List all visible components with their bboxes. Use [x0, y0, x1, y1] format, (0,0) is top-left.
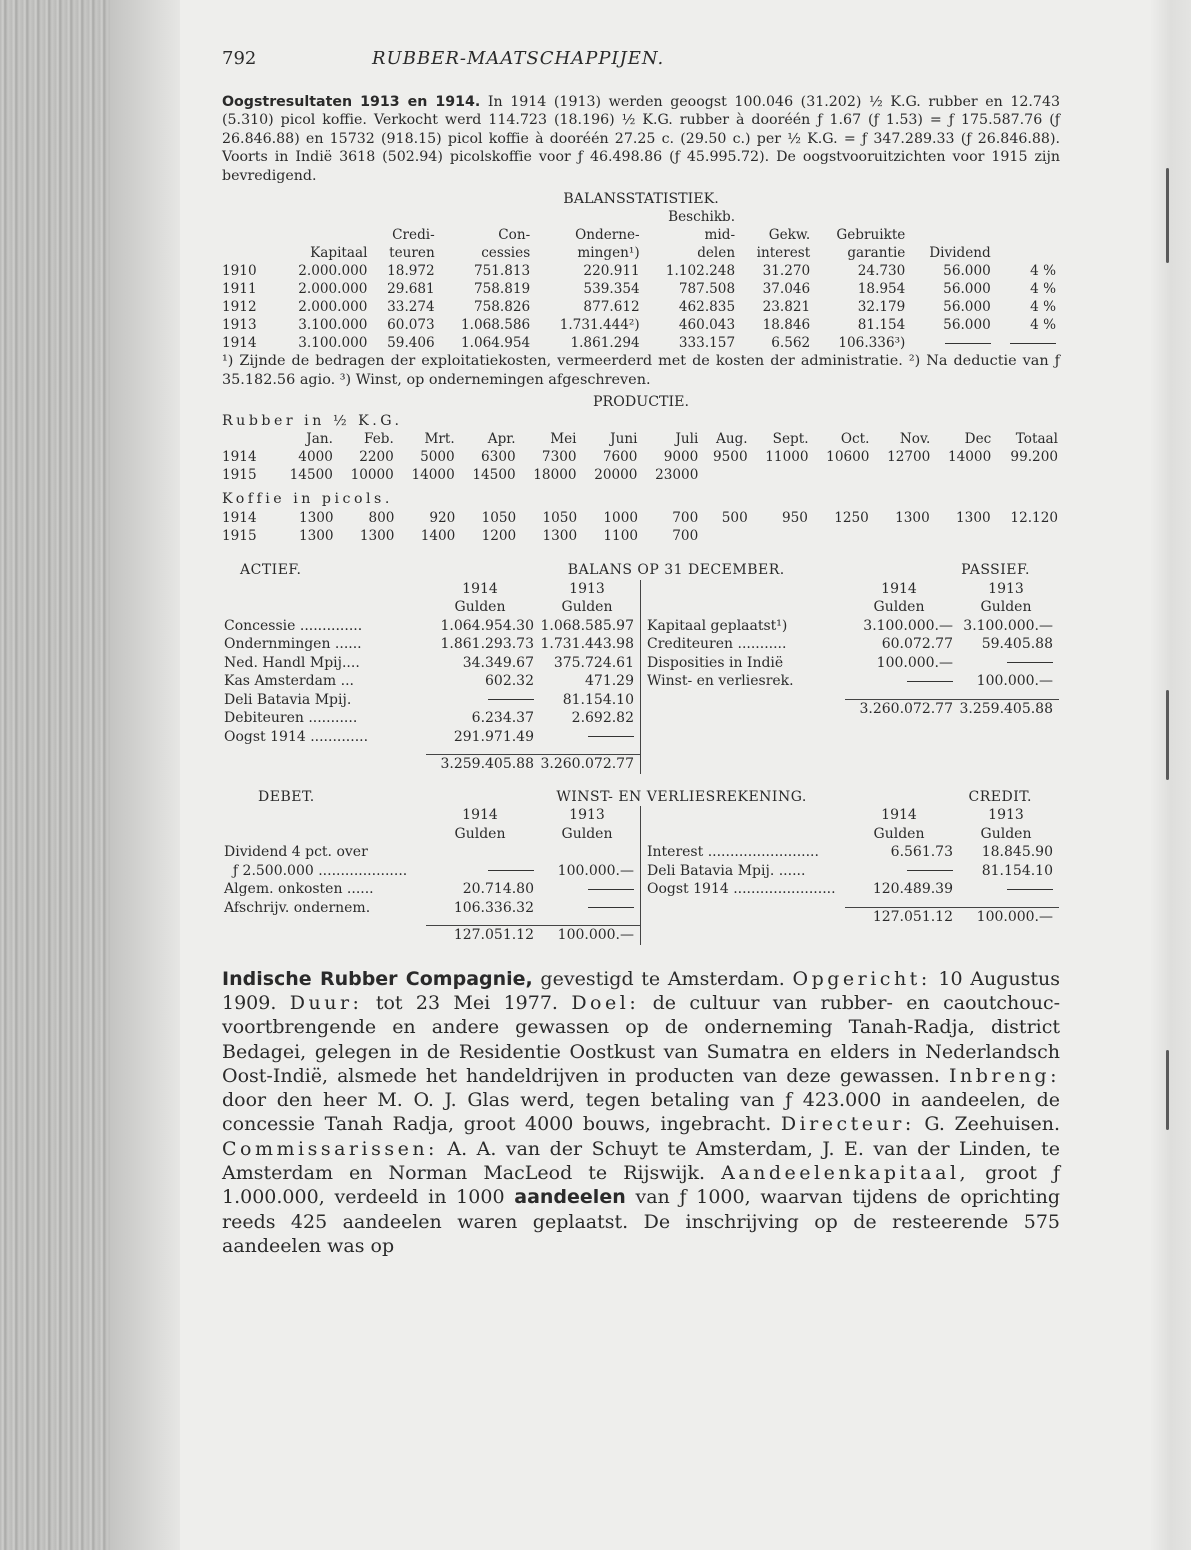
actief-title: ACTIEF. [240, 561, 302, 578]
ledger-row: Kas Amsterdam ... 602.32 471.29 [224, 673, 634, 690]
page-gutter-shadow [110, 0, 180, 1550]
balance-statistics-table [222, 208, 1060, 352]
share-capital-label: Aandeelenkapitaal, [721, 1162, 970, 1184]
year-header-row: 1914 1913 [881, 580, 1024, 597]
table-header-row: Beschikb. [668, 209, 736, 226]
nil-dash [488, 870, 534, 871]
table-header-row: Kapitaal teuren cessies mingen¹) delen interest garantie Dividend [310, 245, 991, 262]
edge-mark [1166, 690, 1169, 780]
table-row: 1910 2.000.000 18.972 751.813 220.911 1.102.248 31.270 24.730 56.000 4 % [222, 263, 1056, 280]
harvest-heading: Oogstresultaten 1913 en 1914. [222, 93, 481, 110]
total-row: 3.259.405.88 3.260.072.77 [440, 756, 634, 773]
ledger-row: Afschrijv. ondernem. 106.336.32 [222, 899, 640, 918]
nil-dash [588, 907, 634, 908]
ledger-row: Dividend 4 pct. over [224, 844, 368, 861]
nil-dash [588, 736, 634, 737]
ledger-row: Algem. onkosten ...... 20.714.80 [222, 880, 640, 899]
ledger-row: Ned. Handl Mpij.... 34.349.67 375.724.61 [224, 654, 634, 671]
founded-label: Opgericht: [792, 967, 931, 990]
nil-dash [1007, 662, 1053, 663]
table-row: 1915 14500 10000 14000 14500 18000 20000 23000 [222, 467, 699, 484]
balance-sheet-heading [222, 561, 1060, 580]
total-rule [222, 917, 640, 926]
profit-loss-heading [222, 788, 1060, 807]
balance-statistics-footnote: ¹) Zijnde de bedragen der exploitatiekosten, vermeerderd met de kosten der administratie. ²) Na deductie van ƒ 35.182.56 agio. ³) Winst, op ondernemingen afgeschreven. [222, 353, 1060, 388]
duration-label: Duur: [289, 991, 363, 1014]
total-row: 127.051.12 100.000.— [872, 908, 1053, 925]
commissioners-label: Commissarissen: [222, 1137, 438, 1160]
total-row: 3.260.072.77 3.259.405.88 [859, 700, 1053, 717]
table-row: 1914 3.100.000 59.406 1.064.954 1.861.294 333.157 6.562 106.336³) [222, 334, 1060, 352]
shares-label: aandeelen [514, 1186, 626, 1209]
ledger-row: Crediteuren ........... 60.072.77 59.405.88 [647, 636, 1053, 653]
ledger-row: Oogst 1914 ............. 291.971.49 [222, 728, 640, 747]
ledger-row: Kapitaal geplaatst¹) 3.100.000.— 3.100.000.— [647, 617, 1053, 634]
table-row: 1912 2.000.000 33.274 758.826 877.612 462.835 23.821 32.179 56.000 4 % [222, 299, 1056, 316]
debet-table [222, 806, 640, 945]
unit-header-row: Gulden Gulden [454, 599, 613, 616]
running-title: RUBBER-MAATSCHAPPIJEN. [372, 48, 665, 69]
total-rule [641, 691, 1059, 700]
production-title: PRODUCTIE. [593, 394, 689, 411]
debet-title: DEBET. [258, 788, 315, 805]
director-label: Directeur: [780, 1113, 915, 1136]
passief-title: PASSIEF. [961, 561, 1030, 578]
nil-dash [907, 681, 953, 682]
ledger-row: Deli Batavia Mpij. 81.154.10 [224, 691, 634, 708]
unit-header-row: Gulden Gulden [873, 825, 1032, 842]
balance-sheet [222, 580, 1060, 774]
total-row: 127.051.12 100.000.— [453, 927, 634, 944]
table-header-row: Credi- Con- Onderne- mid- Gekw. Gebruikte [392, 227, 906, 244]
table-row: 1911 2.000.000 29.681 758.819 539.354 787.508 37.046 18.954 56.000 4 % [222, 281, 1056, 298]
nil-dash [1010, 343, 1056, 344]
unit-header-row: Gulden Gulden [454, 825, 613, 842]
harvest-text: In 1914 (1913) werden geoogst 100.046 (31.202) ½ K.G. rubber en 12.743 (5.310) picol koffie. Verkocht werd 114.723 (18.196) ½ K.G. rubber à dooréén ƒ 1.67 (ƒ 1.53) = ƒ 175.587.76 (ƒ 26.846.88) en 15732 (918.15) picol koffie à dooréén 27.25 c. (29.50 c.) per ½ K.G. = ƒ 347.289.33 (ƒ 26.846.88). Voorts in Indië 3618 (502.94) picolskoffie voor ƒ 46.498.86 (ƒ 45.995.72). De oogstvooruitzichten voor 1915 zijn bevredigend. [222, 93, 1061, 184]
year-header-row: 1914 1913 [462, 580, 605, 597]
passief-table [641, 580, 1059, 719]
ledger-row: Oogst 1914 ....................... 120.489.39 [641, 880, 1059, 899]
page-right-edge [1151, 0, 1191, 1550]
rubber-label: Rubber in ½ K.G. [222, 412, 403, 429]
table-row: 1914 4000 2200 5000 6300 7300 7600 9000 9500 11000 10600 12700 14000 99.200 [222, 449, 1058, 466]
edge-mark [1166, 168, 1169, 263]
year-header-row: 1914 1913 [462, 807, 605, 824]
balance-statistics-title: BALANSSTATISTIEK. [563, 190, 719, 207]
year-header-row: 1914 1913 [881, 807, 1024, 824]
table-header-row: Jan. Feb. Mrt. Apr. Mei Juni Juli Aug. Sept. Oct. Nov. Dec Totaal [306, 431, 1058, 448]
table-row: 1914 1300 800 920 1050 1050 1000 700 500 950 1250 1300 1300 12.120 [222, 509, 1058, 526]
profit-loss-account [222, 806, 1060, 945]
nil-dash [907, 870, 953, 871]
ledger-row: Interest ......................... 6.561.73 18.845.90 [647, 844, 1053, 861]
nil-dash [1007, 889, 1053, 890]
actief-table [222, 580, 640, 774]
credit-title: CREDIT. [968, 788, 1032, 805]
table-row: 1915 1300 1300 1400 1200 1300 1100 700 [222, 527, 699, 544]
company-name: Indische Rubber Compagnie, [222, 967, 533, 990]
table-row: 1913 3.100.000 60.073 1.068.586 1.731.444²) 460.043 18.846 81.154 56.000 4 % [222, 317, 1056, 334]
document-page [222, 50, 1060, 1258]
coffee-label: Koffie in picols. [222, 491, 393, 508]
contribution-label: Inbreng: [948, 1064, 1060, 1087]
total-rule [222, 746, 640, 755]
ledger-row: Winst- en verliesrek. 100.000.— [647, 673, 1053, 690]
coffee-production-table [222, 509, 1060, 545]
nil-dash [588, 889, 634, 890]
total-rule [641, 899, 1059, 908]
book-spine [0, 0, 110, 1550]
nil-dash [945, 343, 991, 344]
ledger-row: Ondernmingen ...... 1.861.293.73 1.731.443.98 [224, 636, 634, 653]
credit-table [641, 806, 1059, 926]
unit-header-row: Gulden Gulden [873, 599, 1032, 616]
edge-mark [1166, 1050, 1169, 1130]
profit-loss-title: WINST- EN VERLIESREKENING. [556, 788, 807, 805]
ledger-row: Disposities in Indië 100.000.— [641, 654, 1059, 673]
ledger-row: ƒ 2.500.000 .................... 100.000.— [224, 862, 634, 879]
ledger-row: Deli Batavia Mpij. ...... 81.154.10 [647, 862, 1053, 879]
page-number: 792 [222, 48, 257, 69]
rubber-production-table [222, 430, 1060, 484]
running-head [222, 50, 1060, 69]
balance-sheet-title: BALANS OP 31 DECEMBER. [567, 561, 785, 578]
ledger-row: Concessie .............. 1.064.954.30 1.068.585.97 [224, 617, 634, 634]
ledger-row: Debiteuren ........... 6.234.37 2.692.82 [224, 710, 634, 727]
purpose-label: Doel: [571, 991, 640, 1014]
company-description: Indische Rubber Compagnie, gevestigd te Amsterdam. Opgericht: 10 Augustus 1909. Duur: tot 23 Mei 1977. Doel: de cultuur van rubber- en caoutchouc-voortbrengende en andere gewassen op de onderneming Tanah-Radja, district Bedagei, gelegen in de Residentie Oostkust van Sumatra en elders in Nederlandsch Oost-Indië, alsmede het handeldrijven in producten van deze gewassen. Inbreng: door den heer M. O. J. Glas werd, tegen betaling van ƒ 423.000 in aandeelen, de concessie Tanah Radja, groot 4000 bouws, ingebracht. Directeur: G. Zeehuisen. Commissarissen: A. A. van der Schuyt te Amsterdam, J. E. van der Linden, te Amsterdam en Norman MacLeod te Rijswijk. Aandeelenkapitaal, groot ƒ 1.000.000, verdeeld in 1000 aandeelen van ƒ 1000, waarvan tijdens de oprichting reeds 425 aandeelen waren geplaatst. De inschrijving op de resteerende 575 aandeelen was op [222, 967, 1061, 1257]
nil-dash [488, 699, 534, 700]
harvest-results-paragraph [222, 93, 1060, 186]
